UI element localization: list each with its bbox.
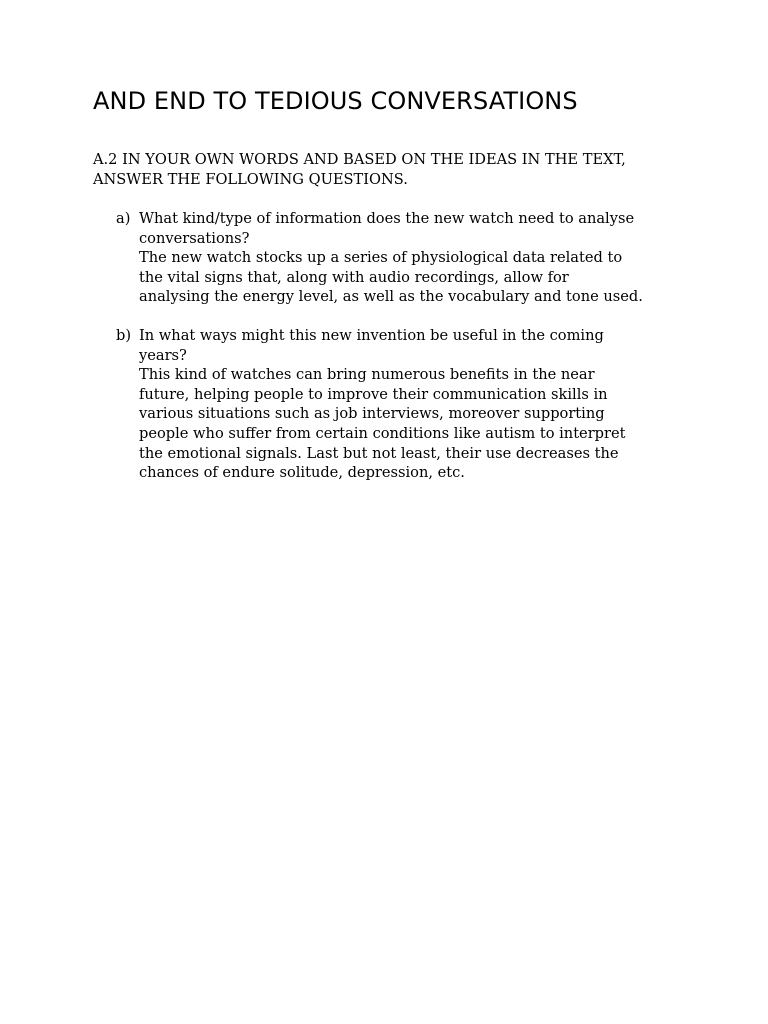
document-title: AND END TO TEDIOUS CONVERSATIONS [93, 87, 578, 115]
answer-line: chances of endure solitude, depression, etc. [139, 464, 465, 482]
instruction-line: A.2 IN YOUR OWN WORDS AND BASED ON THE IDEAS IN THE TEXT, [93, 151, 626, 168]
answer-line: The new watch stocks up a series of physiological data related to [139, 249, 623, 267]
answer-line: the emotional signals. Last but not least, their use decreases the [139, 444, 619, 462]
question-body [139, 326, 729, 483]
answer-line: analysing the energy level, as well as the vocabulary and tone used. [139, 288, 643, 306]
question-line: years? [139, 346, 187, 364]
question-line: conversations? [139, 229, 250, 247]
instruction-line: ANSWER THE FOLLOWING QUESTIONS. [93, 170, 408, 188]
question-line: What kind/type of information does the new watch need to analyse [139, 210, 635, 227]
list-marker: b) [116, 327, 132, 344]
answer-line: This kind of watches can bring numerous benefits in the near [139, 366, 595, 384]
answer-line: future, helping people to improve their communication skills in [139, 385, 608, 403]
answer-line: the vital signs that, along with audio recordings, allow for [139, 268, 569, 286]
question-body [139, 209, 729, 307]
answer-line: various situations such as job interviews, moreover supporting [139, 405, 605, 423]
question-line: In what ways might this new invention be useful in the coming [139, 327, 604, 344]
list-marker: a) [116, 210, 131, 227]
instruction-text [93, 150, 693, 189]
answer-line: people who suffer from certain conditions like autism to interpret [139, 424, 626, 442]
